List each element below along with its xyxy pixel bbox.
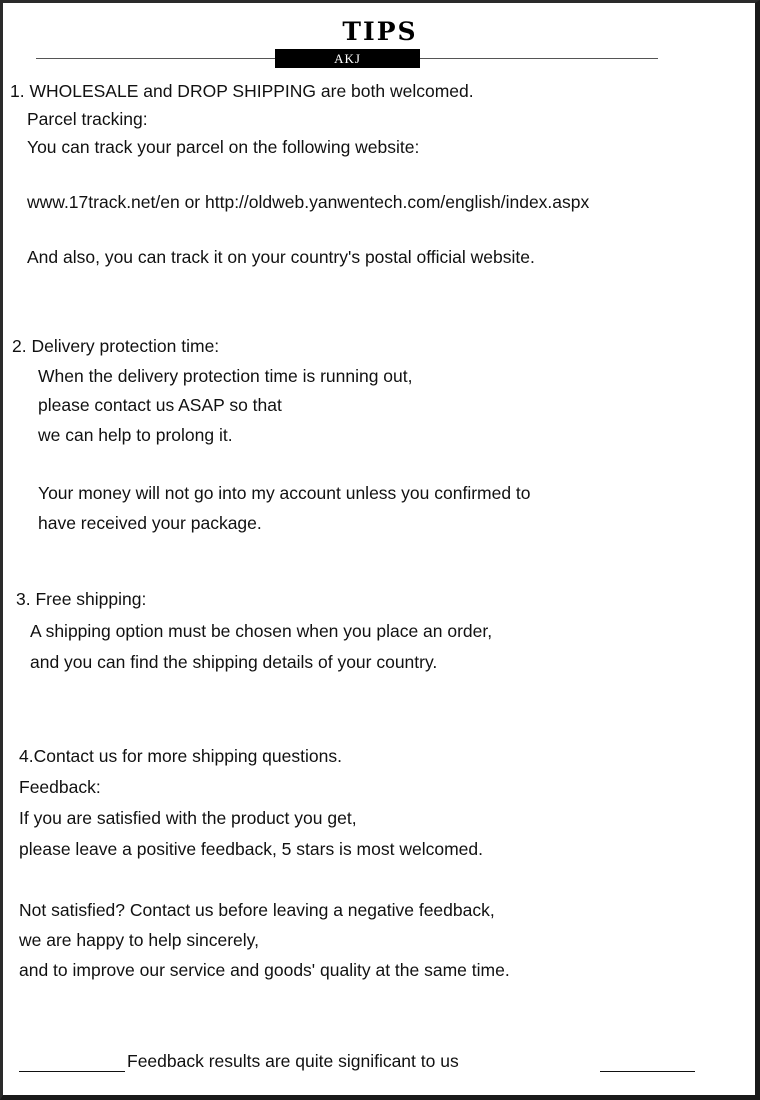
footer-blank-right	[600, 1071, 695, 1072]
section1-text: And also, you can track it on your country's postal official website.	[27, 247, 535, 267]
tracking-websites: www.17track.net/en or http://oldweb.yanwentech.com/english/index.aspx	[27, 192, 590, 212]
section2-text: When the delivery protection time is running out,	[38, 366, 413, 386]
section3-text: A shipping option must be chosen when you place an order,	[30, 621, 493, 641]
page-title: TIPS	[342, 17, 418, 46]
footer-blank-left	[19, 1071, 125, 1072]
footer-text: Feedback results are quite significant to us	[127, 1051, 459, 1071]
section1-text: You can track your parcel on the following website:	[27, 137, 420, 157]
section4-heading: 4.Contact us for more shipping questions.	[19, 746, 342, 766]
section4-text: we are happy to help sincerely,	[19, 930, 259, 950]
section2-text: we can help to prolong it.	[38, 425, 233, 445]
section2-text: please contact us ASAP so that	[38, 395, 282, 415]
section4-text: If you are satisfied with the product you get,	[19, 808, 357, 828]
section4-subheading: Feedback:	[19, 777, 101, 797]
section3-heading: 3. Free shipping:	[16, 589, 147, 609]
section4-text: please leave a positive feedback, 5 stars is most welcomed.	[19, 839, 483, 859]
section1-subheading: Parcel tracking:	[27, 109, 148, 129]
section2-text: have received your package.	[38, 513, 262, 533]
section3-text: and you can find the shipping details of your country.	[30, 652, 438, 672]
section4-text: Not satisfied? Contact us before leaving a negative feedback,	[19, 900, 495, 920]
section2-heading: 2. Delivery protection time:	[12, 336, 220, 356]
section1-heading: 1. WHOLESALE and DROP SHIPPING are both welcomed.	[10, 81, 474, 101]
section2-text: Your money will not go into my account unless you confirmed to	[38, 483, 531, 503]
brand-badge: AKJ	[275, 49, 420, 68]
section4-text: and to improve our service and goods' quality at the same time.	[19, 960, 510, 980]
